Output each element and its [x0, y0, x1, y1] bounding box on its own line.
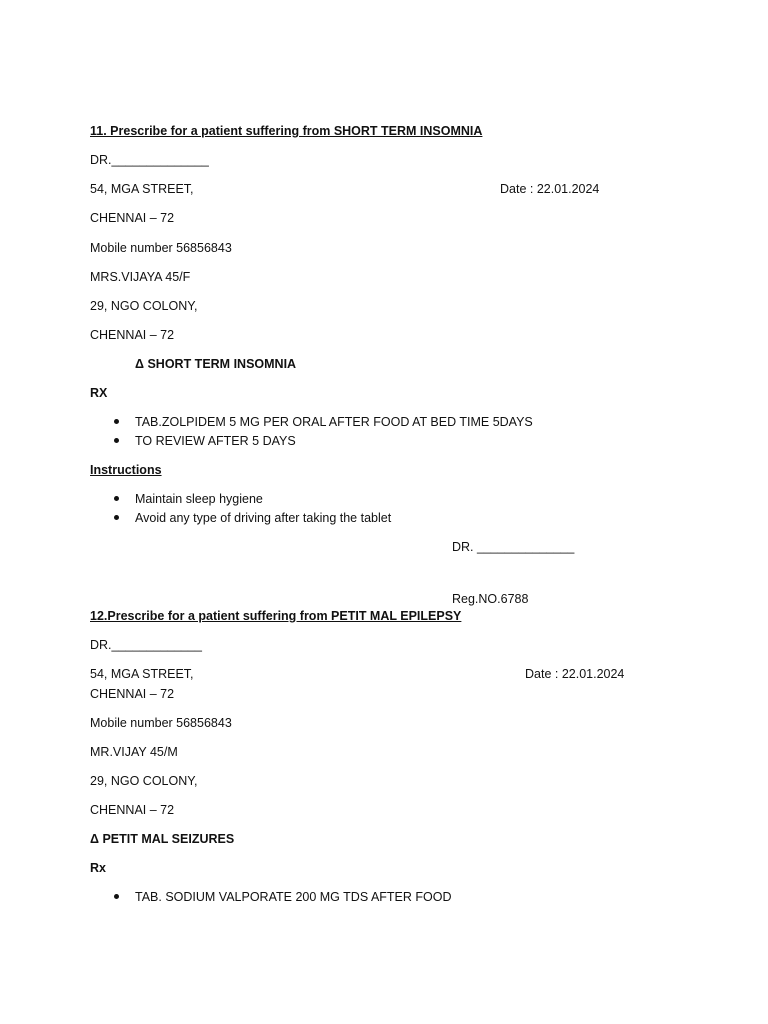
prescription-date: Date : 22.01.2024: [500, 182, 600, 196]
bullet-icon: [114, 515, 119, 520]
doctor-name-line: DR._____________: [90, 638, 202, 652]
section-12-heading: 12.Prescribe for a patient suffering from PETIT MAL EPILEPSY: [90, 609, 462, 623]
rx-item: TAB. SODIUM VALPORATE 200 MG TDS AFTER FOOD: [135, 890, 452, 904]
clinic-street: 54, MGA STREET,: [90, 182, 194, 196]
clinic-city: CHENNAI – 72: [90, 687, 175, 701]
doctor-signature: DR. ______________: [452, 540, 575, 554]
instruction-item: Maintain sleep hygiene: [135, 492, 263, 506]
instructions-label: Instructions: [90, 463, 162, 477]
prescription-date: Date : 22.01.2024: [525, 667, 625, 681]
diagnosis: Δ PETIT MAL SEIZURES: [90, 832, 235, 846]
rx-item: TAB.ZOLPIDEM 5 MG PER ORAL AFTER FOOD AT BED TIME 5DAYS: [135, 415, 533, 429]
clinic-street: 54, MGA STREET,: [90, 667, 194, 681]
clinic-city: CHENNAI – 72: [90, 211, 175, 225]
instruction-item: Avoid any type of driving after taking the tablet: [135, 511, 392, 525]
bullet-icon: [114, 894, 119, 899]
patient-city: CHENNAI – 72: [90, 328, 175, 342]
rx-item: TO REVIEW AFTER 5 DAYS: [135, 434, 296, 448]
patient-name-age: MR.VIJAY 45/M: [90, 745, 178, 759]
doctor-name-line: DR.______________: [90, 153, 209, 167]
patient-city: CHENNAI – 72: [90, 803, 175, 817]
clinic-mobile: Mobile number 56856843: [90, 241, 232, 255]
patient-address: 29, NGO COLONY,: [90, 774, 198, 788]
bullet-icon: [114, 419, 119, 424]
rx-label: RX: [90, 386, 108, 400]
rx-label: Rx: [90, 861, 106, 875]
patient-address: 29, NGO COLONY,: [90, 299, 198, 313]
patient-name-age: MRS.VIJAYA 45/F: [90, 270, 191, 284]
section-11-heading: 11. Prescribe for a patient suffering from SHORT TERM INSOMNIA: [90, 124, 483, 138]
diagnosis: Δ SHORT TERM INSOMNIA: [135, 357, 297, 371]
registration-number: Reg.NO.6788: [452, 592, 529, 606]
bullet-icon: [114, 438, 119, 443]
clinic-mobile: Mobile number 56856843: [90, 716, 232, 730]
bullet-icon: [114, 496, 119, 501]
